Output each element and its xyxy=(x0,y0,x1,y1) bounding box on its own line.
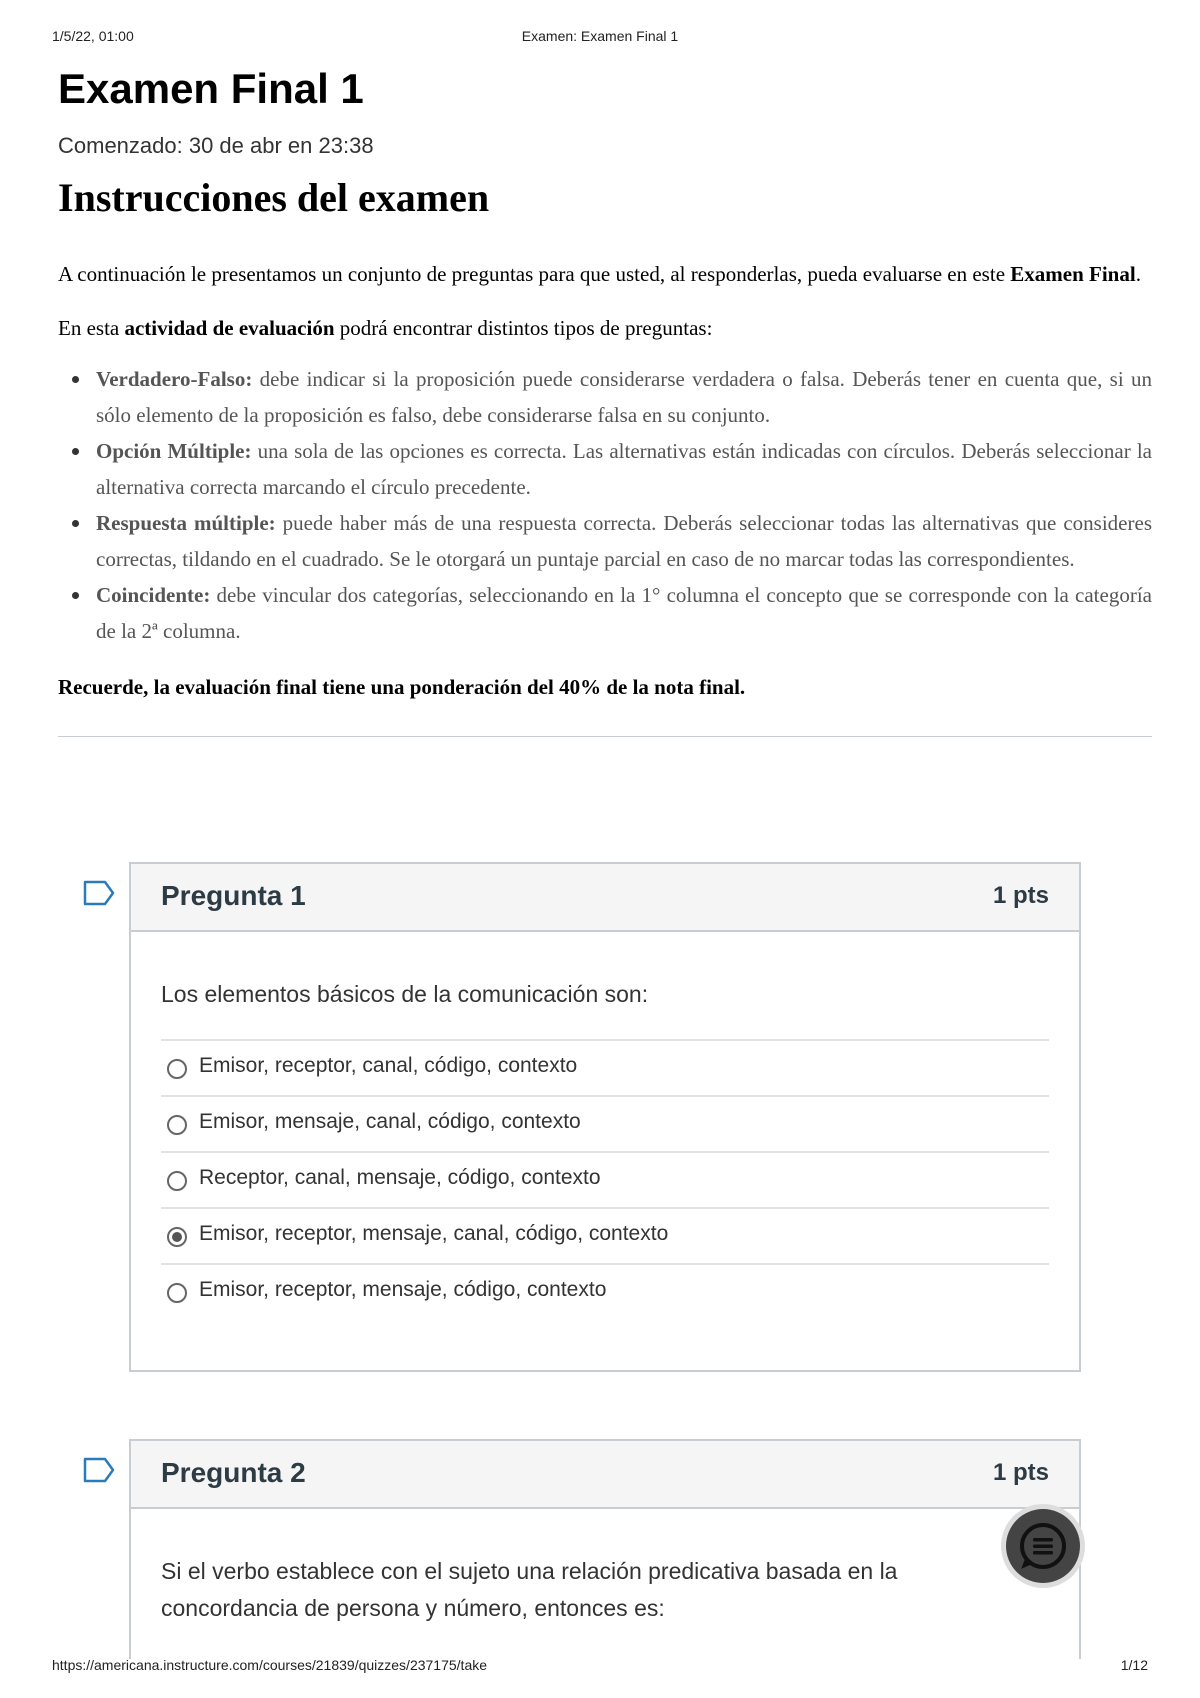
answer-label[interactable]: Receptor, canal, mensaje, código, contexto xyxy=(199,1166,601,1189)
types-intro-bold: actividad de evaluación xyxy=(124,316,335,340)
question-types-list xyxy=(58,361,1152,649)
print-header xyxy=(52,28,1148,48)
question-points: 1 pts xyxy=(992,1459,1049,1486)
grading-reminder: Recuerde, la evaluación final tiene una ponderación del 40% de la nota final. xyxy=(58,675,746,699)
type-desc: una sola de las opciones es correcta. Las alternativas están indicadas con círculos. Deberás seleccionar la alternativa correcta marcando el círculo precedente. xyxy=(96,439,1152,499)
chat-button[interactable] xyxy=(1006,1509,1080,1583)
divider xyxy=(58,736,1152,737)
types-intro-end: podrá encontrar distintos tipos de preguntas: xyxy=(334,316,713,340)
flag-icon[interactable] xyxy=(83,1457,115,1483)
instructions-intro xyxy=(58,256,1152,293)
type-name: Respuesta múltiple: xyxy=(96,511,276,535)
list-item xyxy=(96,505,1152,577)
answer-label[interactable]: Emisor, mensaje, canal, código, contexto xyxy=(199,1110,581,1133)
instructions-types-intro xyxy=(58,310,1152,347)
question-1 xyxy=(129,862,1081,1372)
type-name: Opción Múltiple: xyxy=(96,439,252,463)
type-desc: debe vincular dos categorías, seleccionando en la 1° columna el concepto que se corresponde con la categoría de la 2ª columna. xyxy=(96,583,1152,643)
answer-label[interactable]: Emisor, receptor, mensaje, código, contexto xyxy=(199,1278,607,1301)
radio-button[interactable] xyxy=(167,1171,187,1191)
quiz-title: Examen Final 1 xyxy=(58,65,364,112)
question-title: Pregunta 1 xyxy=(161,880,306,911)
question-title: Pregunta 2 xyxy=(161,1457,306,1488)
chat-icon xyxy=(1006,1509,1080,1583)
radio-button-selected[interactable] xyxy=(167,1227,187,1247)
intro-end: . xyxy=(1135,262,1141,286)
type-desc: puede haber más de una respuesta correcta. Deberás seleccionar todas las alternativas que consideres correctas, tildando en el cuadrado. Se le otorgará un puntaje parcial en caso de no marcar todas las correspondientes. xyxy=(96,511,1152,571)
type-desc: debe indicar si la proposición puede considerarse verdadera o falsa. Deberás tener en cuenta que, si un sólo elemento de la proposición es falso, debe considerarse falsa en su conjunto. xyxy=(96,367,1152,427)
question-header xyxy=(131,1441,1079,1509)
list-item xyxy=(96,361,1152,433)
types-intro-text: En esta xyxy=(58,316,125,340)
flag-icon[interactable] xyxy=(83,880,115,906)
print-date: 1/5/22, 01:00 xyxy=(52,28,134,44)
answer-option[interactable] xyxy=(161,1263,1049,1319)
type-name: Coincidente: xyxy=(96,583,211,607)
print-footer xyxy=(52,1657,1148,1677)
instructions-title: Instrucciones del examen xyxy=(58,175,490,220)
page-number: 1/12 xyxy=(1120,1657,1148,1673)
type-name: Verdadero-Falso: xyxy=(96,367,253,391)
question-header xyxy=(131,864,1079,932)
print-title: Examen: Examen Final 1 xyxy=(521,28,679,44)
answer-list xyxy=(161,1039,1049,1319)
question-text: Los elementos básicos de la comunicación son: xyxy=(161,981,649,1007)
quiz-started: Comenzado: 30 de abr en 23:38 xyxy=(58,133,374,158)
radio-button[interactable] xyxy=(167,1059,187,1079)
intro-bold: Examen Final xyxy=(1010,262,1136,286)
question-points: 1 pts xyxy=(992,882,1049,909)
answer-option[interactable] xyxy=(161,1095,1049,1151)
quiz-content xyxy=(58,60,1152,737)
question-2 xyxy=(129,1439,1081,1659)
list-item xyxy=(96,433,1152,505)
answer-option[interactable] xyxy=(161,1151,1049,1207)
answer-option[interactable] xyxy=(161,1207,1049,1263)
intro-text: A continuación le presentamos un conjunto de preguntas para que usted, al responderlas, pueda evaluarse en este xyxy=(58,262,1011,286)
list-item xyxy=(96,577,1152,649)
answer-label[interactable]: Emisor, receptor, canal, código, contexto xyxy=(199,1054,578,1077)
question-text: Si el verbo establece con el sujeto una relación predicativa basada en la concordancia de persona y número, entonces es: xyxy=(161,1558,898,1621)
radio-button[interactable] xyxy=(167,1115,187,1135)
radio-button[interactable] xyxy=(167,1283,187,1303)
answer-option[interactable] xyxy=(161,1039,1049,1095)
answer-label[interactable]: Emisor, receptor, mensaje, canal, código, contexto xyxy=(199,1222,669,1245)
print-url: https://americana.instructure.com/courses/21839/quizzes/237175/take xyxy=(52,1657,488,1673)
